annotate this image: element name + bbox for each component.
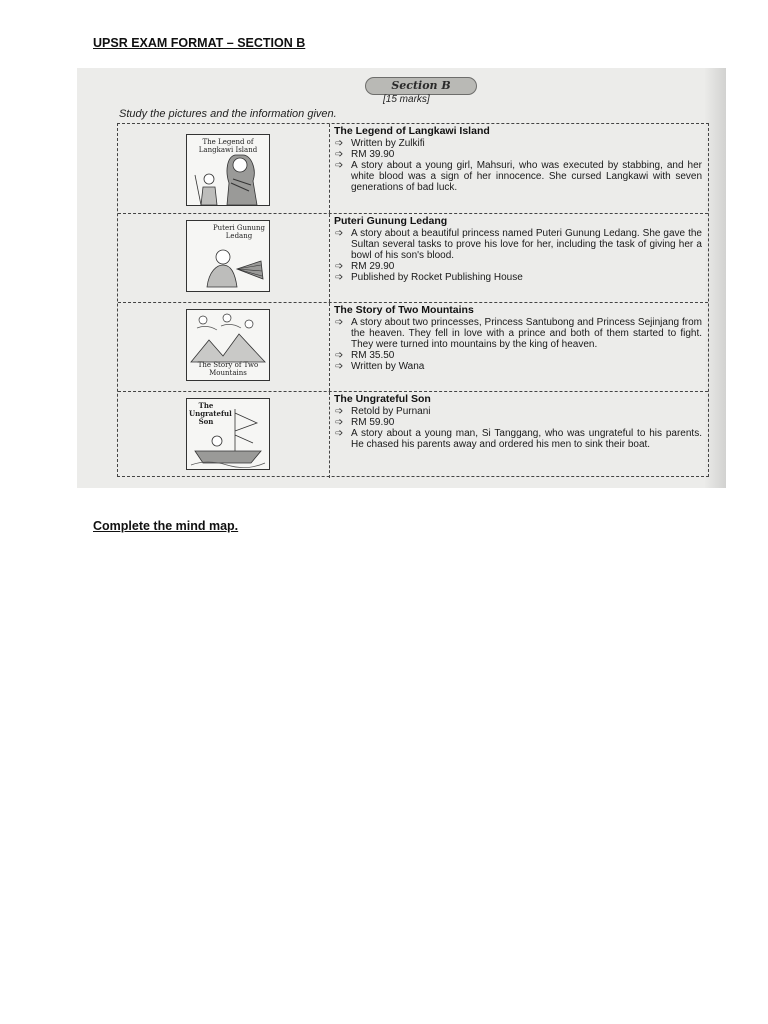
arrow-bullet-icon: ➩ <box>335 261 344 272</box>
book-title: The Story of Two Mountains <box>334 304 474 316</box>
picture-caption: The Ungrateful Son <box>189 401 232 426</box>
arrow-bullet-icon: ➩ <box>335 228 344 239</box>
book-illustration-two-mountains <box>186 309 270 381</box>
arrow-bullet-icon: ➩ <box>335 138 344 149</box>
document-heading: UPSR EXAM FORMAT – SECTION B <box>93 36 306 50</box>
book-info <box>334 215 702 283</box>
book-title: The Ungrateful Son <box>334 393 431 405</box>
arrow-bullet-icon: ➩ <box>335 160 344 171</box>
book-info-table <box>117 123 709 477</box>
book-detail: ➩ A story about two princesses, Princess Santubong and Princess Sejinjang from the heaven. They fell in love with a prince and both of them started to fight. They were turned into mountains by the king of heaven. <box>335 317 702 350</box>
book-detail: ➩ Written by Zulkifi <box>335 138 425 149</box>
book-row <box>118 391 708 478</box>
arrow-bullet-icon: ➩ <box>335 272 344 283</box>
book-illustration-ungrateful-son <box>186 398 270 470</box>
book-info <box>334 393 702 450</box>
book-detail: ➩ Published by Rocket Publishing House <box>335 272 523 283</box>
book-detail: ➩ RM 39.90 <box>335 149 395 160</box>
section-badge: Section B <box>365 77 477 95</box>
book-info <box>334 304 702 372</box>
book-detail: ➩ A story about a beautiful princess named Puteri Gunung Ledang. She gave the Sultan several tasks to prove his love for her, including the task of giving her a bowl of his son's blood. <box>335 228 702 261</box>
book-title: The Legend of Langkawi Island <box>334 125 490 137</box>
picture-cell <box>118 124 330 213</box>
book-info <box>334 125 702 193</box>
picture-cell <box>118 214 330 302</box>
book-detail: ➩ RM 59.90 <box>335 417 395 428</box>
arrow-bullet-icon: ➩ <box>335 350 344 361</box>
arrow-bullet-icon: ➩ <box>335 406 344 417</box>
picture-cell <box>118 392 330 478</box>
book-illustration-langkawi <box>186 134 270 206</box>
arrow-bullet-icon: ➩ <box>335 417 344 428</box>
picture-caption: Puteri Gunung Ledang <box>212 224 266 240</box>
book-row <box>118 124 708 213</box>
book-title: Puteri Gunung Ledang <box>334 215 448 227</box>
book-illustration-puteri <box>186 220 270 292</box>
picture-caption: The Legend of Langkawi Island <box>198 138 258 154</box>
arrow-bullet-icon: ➩ <box>335 361 344 372</box>
book-detail: ➩ Retold by Purnani <box>335 406 431 417</box>
book-row <box>118 302 708 391</box>
picture-caption: The Story of Two Mountains <box>197 361 259 377</box>
book-detail: ➩ RM 29.90 <box>335 261 395 272</box>
scanned-exam-page <box>77 68 726 488</box>
book-detail: ➩ A story about a young man, Si Tanggang, who was ungrateful to his parents. He chased his parents away and ordered his men to sink their boat. <box>335 428 702 450</box>
book-detail: ➩ Written by Wana <box>335 361 425 372</box>
marks-label: [15 marks] <box>383 94 430 105</box>
arrow-bullet-icon: ➩ <box>335 428 344 439</box>
task-instruction: Complete the mind map. <box>93 519 239 533</box>
book-row <box>118 213 708 302</box>
book-detail: ➩ RM 35.50 <box>335 350 395 361</box>
book-detail: ➩ A story about a young girl, Mahsuri, who was executed by stabbing, and her white blood was a sign of her innocence. She cursed Langkawi with seven generations of bad luck. <box>335 160 702 193</box>
picture-cell <box>118 303 330 391</box>
arrow-bullet-icon: ➩ <box>335 317 344 328</box>
instruction-text: Study the pictures and the information given. <box>119 108 337 120</box>
arrow-bullet-icon: ➩ <box>335 149 344 160</box>
